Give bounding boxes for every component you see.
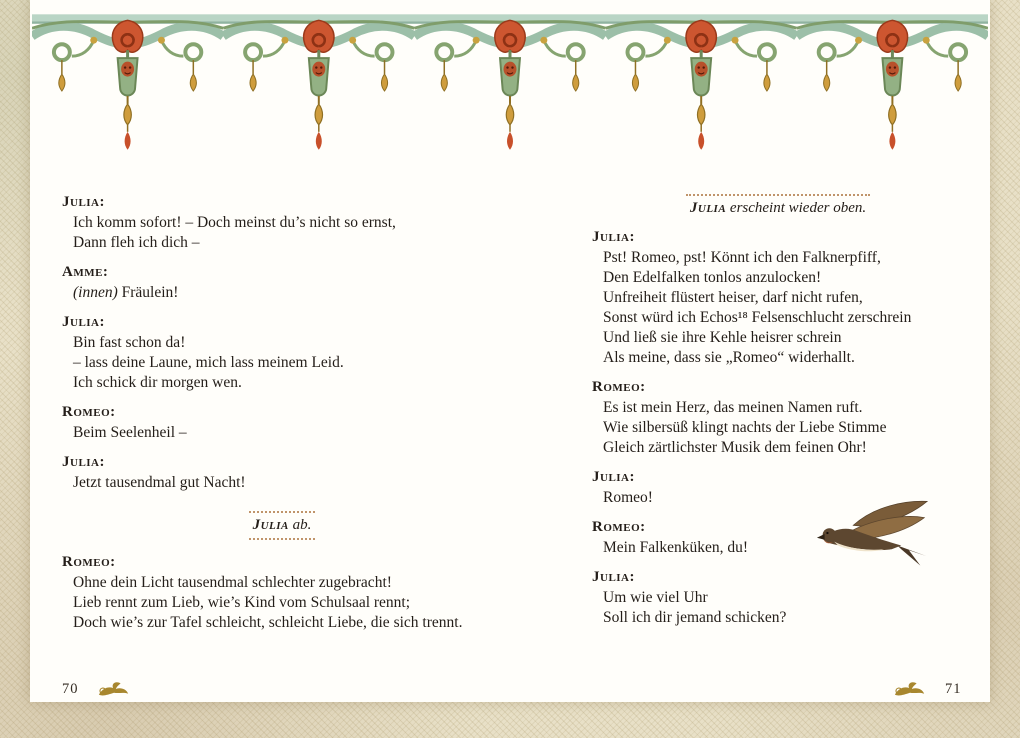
- speech-block: [592, 229, 964, 368]
- page-number-left: 70: [62, 680, 79, 697]
- speech-block: [62, 264, 502, 303]
- speech-block: [62, 454, 502, 493]
- page-number-right: 71: [945, 680, 962, 697]
- dialogue-line: Sonst würd ich Echos¹⁸ Felsenschlucht zerschrein: [603, 309, 912, 326]
- speech-block: [62, 314, 502, 393]
- dialogue-line: Pst! Romeo, pst! Könnt ich den Falknerpfiff,: [603, 249, 881, 266]
- ornament-border-icon: [32, 6, 988, 178]
- speaker-label: Julia:: [592, 229, 636, 245]
- dialogue-line: Lieb rennt zum Lieb, wie’s Kind vom Schulsaal rennt;: [73, 594, 411, 611]
- speaker-label: Amme:: [62, 264, 109, 280]
- speech-block: [592, 379, 964, 458]
- speech-block: [592, 569, 964, 628]
- dotted-rule: [249, 538, 316, 540]
- speech-block: [62, 194, 502, 253]
- stage-direction: [592, 191, 964, 218]
- left-page-footer: [62, 679, 131, 699]
- speech-block: [62, 404, 502, 443]
- speaker-label: Julia:: [62, 454, 106, 470]
- dialogue-line: Gleich zärtlichster Musik dem feinen Ohr!: [603, 439, 867, 456]
- speaker-label: Julia:: [62, 314, 106, 330]
- dialogue-line: Es ist mein Herz, das meinen Namen ruft.: [603, 399, 863, 416]
- dialogue-line: Ich schick dir morgen wen.: [73, 374, 242, 391]
- dialogue-line: [62, 283, 502, 303]
- dialogue-line: Doch wie’s zur Tafel schleicht, schleicht Liebe, die sich trennt.: [73, 614, 463, 631]
- dialogue-line: Romeo!: [603, 489, 653, 506]
- dialogue-line: Dann fleh ich dich –: [73, 234, 200, 251]
- character-name: Julia: [689, 200, 727, 216]
- dotted-rule: [249, 511, 316, 513]
- stage-direction: [62, 508, 502, 543]
- speaker-label: Julia:: [592, 569, 636, 585]
- bird-flourish-icon: [893, 679, 927, 699]
- dialogue-text: Fräulein!: [117, 284, 179, 301]
- dialogue-line: Beim Seelenheil –: [73, 424, 187, 441]
- dialogue-line: Ich komm sofort! – Doch meinst du’s nicht so ernst,: [73, 214, 396, 231]
- dialogue-line: Um wie viel Uhr: [603, 589, 708, 606]
- character-name: Julia: [252, 517, 289, 533]
- stage-direction-inner: [686, 191, 870, 218]
- stage-direction-text: [249, 516, 316, 535]
- dialogue-line: Mein Falkenküken, du!: [603, 539, 749, 556]
- speaker-label: Romeo:: [62, 404, 116, 420]
- speech-block: [62, 554, 502, 633]
- stage-direction-inner: [249, 508, 316, 543]
- dialogue-line: – lass deine Laune, mich lass meinem Leid.: [73, 354, 344, 371]
- direction-detail: ab.: [288, 517, 312, 533]
- bird-flourish-icon: [97, 679, 131, 699]
- speaker-label: Romeo:: [592, 519, 646, 535]
- direction-detail: erscheint wieder oben.: [726, 200, 867, 216]
- dialogue-line: Soll ich dir jemand schicken?: [603, 609, 787, 626]
- dialogue-line: Und ließ sie ihre Kehle heisrer schrein: [603, 329, 842, 346]
- dialogue-line: Bin fast schon da!: [73, 334, 186, 351]
- inline-stage-direction: (innen): [73, 284, 118, 301]
- left-page-text: [62, 183, 502, 634]
- speaker-label: Romeo:: [62, 554, 116, 570]
- dialogue-line: Ohne dein Licht tausendmal schlechter zugebracht!: [73, 574, 392, 591]
- dialogue-line: Unfreiheit flüstert heiser, darf nicht rufen,: [603, 289, 863, 306]
- dialogue-line: Als meine, dass sie „Romeo“ widerhallt.: [603, 349, 855, 366]
- speaker-label: Julia:: [62, 194, 106, 210]
- speaker-label: Romeo:: [592, 379, 646, 395]
- right-page-footer: [893, 679, 962, 699]
- dialogue-line: Wie silbersüß klingt nachts der Liebe Stimme: [603, 419, 887, 436]
- speaker-label: Julia:: [592, 469, 636, 485]
- stage-direction-text: [686, 199, 870, 218]
- dialogue-line: Den Edelfalken tonlos anzulocken!: [603, 269, 822, 286]
- dialogue-line: Jetzt tausendmal gut Nacht!: [73, 474, 246, 491]
- dotted-rule: [686, 194, 870, 196]
- swallow-bird-illustration: [815, 497, 930, 569]
